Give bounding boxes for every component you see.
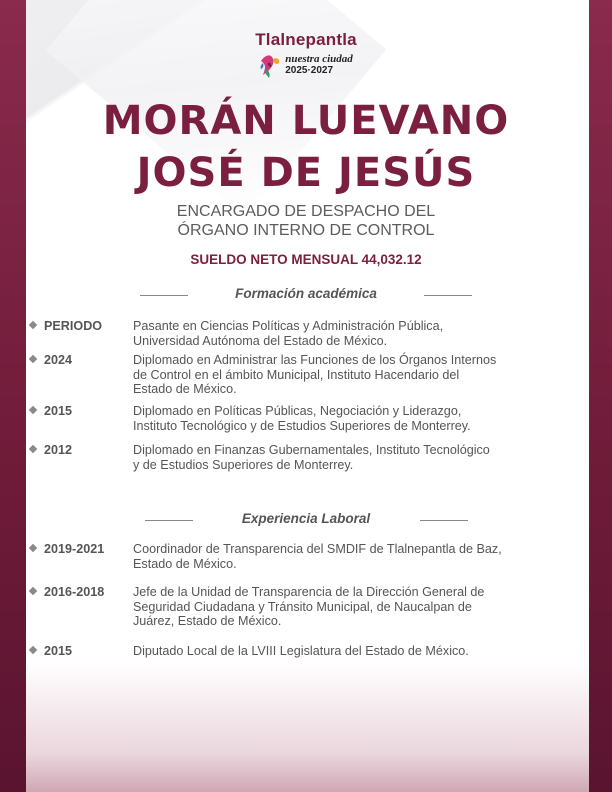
entry-description	[133, 644, 553, 659]
entry-description	[133, 319, 553, 348]
entry-year: 2012	[44, 443, 73, 457]
person-given-name: JOSÉ DE JESÚS	[136, 150, 476, 196]
entry-description	[133, 353, 553, 397]
position-line: ÓRGANO INTERNO DE CONTROL	[177, 222, 435, 239]
description-line: Estado de México.	[133, 556, 237, 571]
entry-description	[133, 443, 553, 472]
description-line: Diputado Local de la LVIII Legislatura del Estado de México.	[133, 644, 469, 658]
description-line: Diplomado en Finanzas Gubernamentales, Instituto Tecnológico	[133, 443, 490, 457]
divider-line	[420, 520, 468, 521]
logo-years: 2025·2027	[285, 65, 334, 76]
description-line: Universidad Autónoma del Estado de México.	[133, 333, 388, 348]
description-line: y de Estudios Superiores de Monterrey.	[133, 457, 354, 472]
entry-year: 2024	[44, 353, 73, 367]
description-line: Diplomado en Políticas Públicas, Negociación y Liderazgo,	[133, 404, 462, 418]
education-heading	[0, 286, 612, 304]
position-title	[0, 202, 612, 240]
education-title: Formación académica	[235, 286, 377, 301]
description-line: Coordinador de Transparencia del SMDIF de Tlalnepantla de Baz,	[133, 542, 502, 556]
entry-year: 2016-2018	[44, 585, 105, 599]
description-line: Instituto Tecnológico y de Estudios Superiores de Monterrey.	[133, 418, 471, 433]
experience-heading	[0, 511, 612, 529]
hummingbird-icon	[259, 51, 281, 79]
entry-description	[133, 404, 553, 433]
logo-title: Tlalnepantla	[255, 30, 357, 49]
logo-tagline: nuestra ciudad	[285, 53, 353, 65]
entry-year: 2019-2021	[44, 542, 105, 556]
description-line: Pasante en Ciencias Políticas y Administración Pública,	[133, 319, 444, 333]
entry-description	[133, 542, 553, 571]
bottom-gradient	[26, 662, 589, 792]
monthly-salary: SUELDO NETO MENSUAL 44,032.12	[190, 252, 422, 267]
person-surname: MORÁN LUEVANO	[102, 98, 510, 144]
description-line: Seguridad Ciudadana y Tránsito Municipal, de Naucalpan de	[133, 599, 472, 614]
entry-year: 2015	[44, 404, 73, 418]
entry-year: PERIODO	[44, 319, 103, 333]
description-line: Estado de México.	[133, 382, 237, 396]
experience-title: Experiencia Laboral	[241, 511, 371, 526]
entry-description	[133, 585, 553, 629]
entry-year: 2015	[44, 644, 73, 658]
divider-line	[424, 295, 472, 296]
description-line: Diplomado en Administrar las Funciones de los Órganos Internos	[133, 353, 497, 367]
municipal-logo	[0, 30, 612, 79]
description-line: de Control en el ámbito Municipal, Instituto Hacendario del	[133, 367, 460, 382]
position-line: ENCARGADO DE DESPACHO DEL	[176, 203, 436, 220]
description-line: Juárez, Estado de México.	[133, 614, 282, 628]
description-line: Jefe de la Unidad de Transparencia de la Dirección General de	[133, 585, 485, 599]
